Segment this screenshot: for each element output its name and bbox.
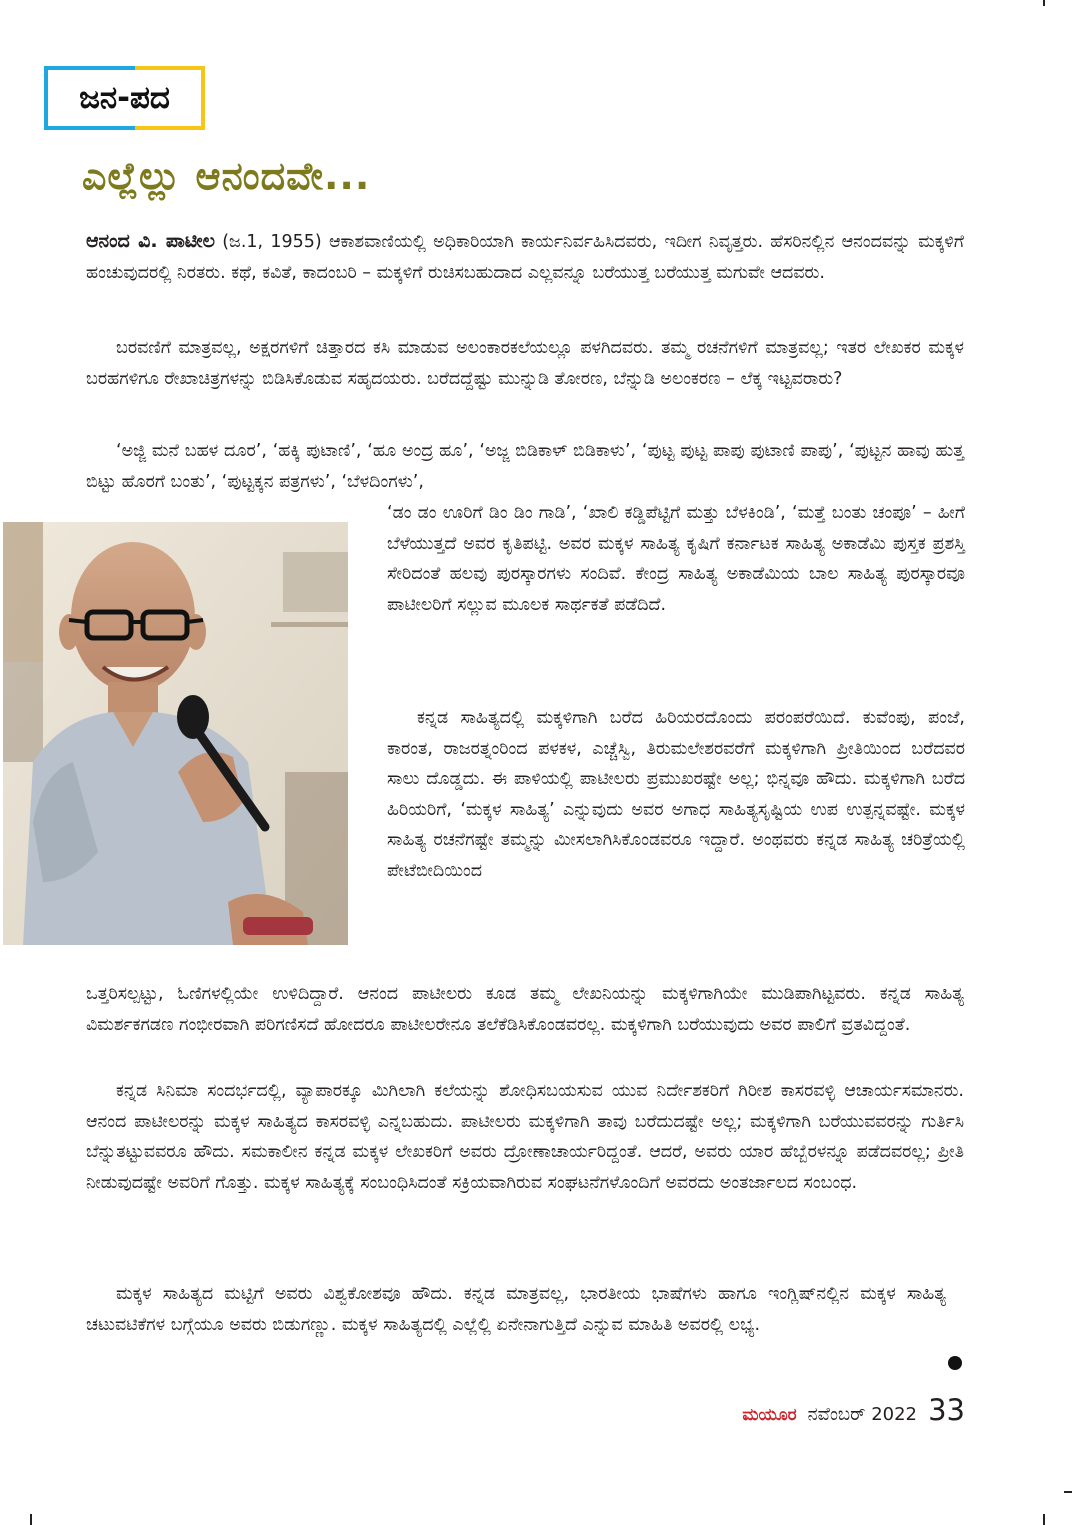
crop-mark-bottom-left [30, 1514, 32, 1525]
magazine-logo: ಮಯೂರ [742, 1405, 797, 1425]
page-number: 33 [928, 1393, 965, 1427]
paragraph-intro-text: (ಜ.1, 1955) ಆಕಾಶವಾಣಿಯಲ್ಲಿ ಅಧಿಕಾರಿಯಾಗಿ ಕಾರ್ಯನಿರ್ವಹಿಸಿದವರು, ಇದೀಗ ನಿವೃತ್ತರು. ಹೆಸರಿನಲ್ಲಿನ ಆನಂದವನ್ನು ಮಕ್ಕಳಿಗೆ ಹಂಚುವುದರಲ್ಲಿ ನಿರತರು. ಕಥೆ, ಕವಿತೆ, ಕಾದಂಬರಿ – ಮಕ್ಕಳಿಗೆ ರುಚಿಸಬಹುದಾದ ಎಲ್ಲವನ್ನೂ ಬರೆಯುತ್ತ ಬರೆಯುತ್ತ ಮಗುವೇ ಆದವರು. [86, 232, 964, 283]
article-end-mark [948, 1356, 962, 1370]
issue-date: ನವೆಂಬರ್ 2022 [807, 1404, 917, 1425]
author-photo-illustration [3, 522, 348, 945]
author-photo [3, 522, 348, 945]
crop-mark-bottom-right [1043, 1514, 1045, 1525]
paragraph-art: ಬರವಣಿಗೆ ಮಾತ್ರವಲ್ಲ, ಅಕ್ಷರಗಳಿಗೆ ಚಿತ್ತಾರದ ಕಸಿ ಮಾಡುವ ಅಲಂಕಾರಕಲೆಯಲ್ಲೂ ಪಳಗಿದವರು. ತಮ್ಮ ರಚನೆಗಳಿಗೆ ಮಾತ್ರವಲ್ಲ; ಇತರ ಲೇಖಕರ ಮಕ್ಕಳ ಬರಹಗಳಿಗೂ ರೇಖಾಚಿತ್ರಗಳನ್ನು ಬಿಡಿಸಿಕೊಡುವ ಸಹೃದಯರು. ಬರೆದದ್ದೆಷ್ಟು ಮುನ್ನುಡಿ ತೋರಣ, ಬೆನ್ನುಡಿ ಅಲಂಕರಣ – ಲೆಕ್ಕ ಇಟ್ಟವರಾರು? [86, 338, 964, 389]
paragraph-books-top: ‘ಅಜ್ಜಿ ಮನೆ ಬಹಳ ದೂರ’, ‘ಹಕ್ಕಿ ಪುಟಾಣಿ’, ‘ಹೂ ಅಂದ್ರ ಹೂ’, ‘ಅಜ್ಜ ಬಿಡಿಕಾಳ್ ಬಿಡಿಕಾಳು’, ‘ಪುಟ್ಟ ಪುಟ್ಟ ಪಾಪು ಪುಟಾಣಿ ಪಾಪು’, ‘ಪುಟ್ಟನ ಹಾವು ಹುತ್ತ ಬಿಟ್ಟು ಹೊರಗೆ ಬಂತು’, ‘ಪುಟ್ಟಕ್ಕನ ಪತ್ರಗಳು’, ‘ಬೆಳದಿಂಗಳು’, [86, 441, 964, 492]
paragraph-encyclopedia: ಮಕ್ಕಳ ಸಾಹಿತ್ಯದ ಮಟ್ಟಿಗೆ ಅವರು ವಿಶ್ವಕೋಶವೂ ಹೌದು. ಕನ್ನಡ ಮಾತ್ರವಲ್ಲ, ಭಾರತೀಯ ಭಾಷೆಗಳು ಹಾಗೂ ಇಂಗ್ಲಿಷ್‌ನಲ್ಲಿನ ಮಕ್ಕಳ ಸಾಹಿತ್ಯ ಚಟುವಟಿಕೆಗಳ ಬಗ್ಗೆಯೂ ಅವರು ಬಿಡುಗಣ್ಣು. ಮಕ್ಕಳ ಸಾಹಿತ್ಯದಲ್ಲಿ ಎಲ್ಲೆಲ್ಲಿ ಏನೇನಾಗುತ್ತಿದೆ ಎನ್ನುವ ಮಾಹಿತಿ ಅವರಲ್ಲಿ ಲಭ್ಯ. [86, 1284, 946, 1335]
crop-mark-top-right [1043, 0, 1045, 6]
section-tag [44, 66, 205, 130]
section-tag-label: ಜನ-ಪದ [79, 80, 170, 116]
crop-mark-right-edge [1064, 1491, 1072, 1493]
author-name: ಆನಂದ ವಿ. ಪಾಟೀಲ [86, 230, 215, 252]
paragraph-books-column: ‘ಡಂ ಡಂ ಊರಿಗೆ ಡಿಂ ಡಿಂ ಗಾಡಿ’, ‘ಖಾಲಿ ಕಡ್ಡಿಪೆಟ್ಟಿಗೆ ಮತ್ತು ಬೆಳಕಿಂಡಿ’, ‘ಮತ್ತೆ ಬಂತು ಚಂಪೂ’ – ಹೀಗೆ ಬೆಳೆಯುತ್ತದೆ ಅವರ ಕೃತಿಪಟ್ಟಿ. ಅವರ ಮಕ್ಕಳ ಸಾಹಿತ್ಯ ಕೃಷಿಗೆ ಕರ್ನಾಟಕ ಸಾಹಿತ್ಯ ಅಕಾಡೆಮಿ ಪುಸ್ತಕ ಪ್ರಶಸ್ತಿ ಸೇರಿದಂತೆ ಹಲವು ಪುರಸ್ಕಾರಗಳು ಸಂದಿವೆ. ಕೇಂದ್ರ ಸಾಹಿತ್ಯ ಅಕಾಡೆಮಿಯ ಬಾಲ ಸಾಹಿತ್ಯ ಪುರಸ್ಕಾರವೂ ಪಾಟೀಲರಿಗೆ ಸಲ್ಲುವ ಮೂಲಕ ಸಾರ್ಥಕತೆ ಪಡೆದಿದೆ. [387, 503, 965, 615]
paragraph-tradition-full: ಒತ್ತರಿಸಲ್ಪಟ್ಟು, ಓಣಿಗಳಲ್ಲಿಯೇ ಉಳಿದಿದ್ದಾರೆ. ಆನಂದ ಪಾಟೀಲರು ಕೂಡ ತಮ್ಮ ಲೇಖನಿಯನ್ನು ಮಕ್ಕಳಿಗಾಗಿಯೇ ಮುಡಿಪಾಗಿಟ್ಟವರು. ಕನ್ನಡ ಸಾಹಿತ್ಯ ವಿಮರ್ಶಕಗಡಣ ಗಂಭೀರವಾಗಿ ಪರಿಗಣಿಸದೆ ಹೋದರೂ ಪಾಟೀಲರೇನೂ ತಲೆಕೆಡಿಸಿಕೊಂಡವರಲ್ಲ. ಮಕ್ಕಳಿಗಾಗಿ ಬರೆಯುವುದು ಅವರ ಪಾಲಿಗೆ ವ್ರತವಿದ್ದಂತೆ. [86, 984, 964, 1035]
page-footer [720, 1393, 965, 1429]
article-headline: ಎಲ್ಲೆಲ್ಲು ಆನಂದವೇ... [82, 154, 371, 198]
paragraph-intro [86, 226, 964, 288]
paragraph-kasaravalli: ಕನ್ನಡ ಸಿನಿಮಾ ಸಂದರ್ಭದಲ್ಲಿ, ವ್ಯಾಪಾರಕ್ಕೂ ಮಿಗಿಲಾಗಿ ಕಲೆಯನ್ನು ಶೋಧಿಸಬಯಸುವ ಯುವ ನಿರ್ದೇಶಕರಿಗೆ ಗಿರೀಶ ಕಾಸರವಳ್ಳಿ ಆಚಾರ್ಯಸಮಾನರು. ಆನಂದ ಪಾಟೀಲರನ್ನು ಮಕ್ಕಳ ಸಾಹಿತ್ಯದ ಕಾಸರವಳ್ಳಿ ಎನ್ನಬಹುದು. ಪಾಟೀಲರು ಮಕ್ಕಳಿಗಾಗಿ ತಾವು ಬರೆದುದಷ್ಟೇ ಅಲ್ಲ; ಮಕ್ಕಳಿಗಾಗಿ ಬರೆಯುವವರನ್ನು ಗುರ್ತಿಸಿ ಬೆನ್ನುತಟ್ಟುವವರೂ ಹೌದು. ಸಮಕಾಲೀನ ಕನ್ನಡ ಮಕ್ಕಳ ಲೇಖಕರಿಗೆ ಅವರು ದ್ರೋಣಾಚಾರ್ಯರಿದ್ದಂತೆ. ಆದರೆ, ಅವರು ಯಾರ ಹೆಬ್ಬೆರಳನ್ನೂ ಪಡೆದವರಲ್ಲ; ಪ್ರೀತಿ ನೀಡುವುದಷ್ಟೇ ಅವರಿಗೆ ಗೊತ್ತು. ಮಕ್ಕಳ ಸಾಹಿತ್ಯಕ್ಕೆ ಸಂಬಂಧಿಸಿದಂತೆ ಸಕ್ರಿಯವಾಗಿರುವ ಸಂಘಟನೆಗಳೊಂದಿಗೆ ಅವರದು ಅಂತರ್ಜಾಲದ ಸಂಬಂಧ. [86, 1081, 964, 1193]
paragraph-tradition-column: ಕನ್ನಡ ಸಾಹಿತ್ಯದಲ್ಲಿ ಮಕ್ಕಳಿಗಾಗಿ ಬರೆದ ಹಿರಿಯರದೊಂದು ಪರಂಪರೆಯಿದೆ. ಕುವೆಂಪು, ಪಂಜೆ, ಕಾರಂತ, ರಾಜರತ್ನಂರಿಂದ ಪಳಕಳ, ಎಚ್ಚೆಸ್ವಿ, ತಿರುಮಲೇಶರವರೆಗೆ ಮಕ್ಕಳಿಗಾಗಿ ಪ್ರೀತಿಯಿಂದ ಬರೆದವರ ಸಾಲು ದೊಡ್ಡದು. ಈ ಪಾಳಿಯಲ್ಲಿ ಪಾಟೀಲರು ಪ್ರಮುಖರಷ್ಟೇ ಅಲ್ಲ; ಭಿನ್ನವೂ ಹೌದು. ಮಕ್ಕಳಿಗಾಗಿ ಬರೆದ ಹಿರಿಯರಿಗೆ, ‘ಮಕ್ಕಳ ಸಾಹಿತ್ಯ’ ಎನ್ನುವುದು ಅವರ ಅಗಾಧ ಸಾಹಿತ್ಯಸೃಷ್ಟಿಯ ಉಪ ಉತ್ಪನ್ನವಷ್ಟೇ. ಮಕ್ಕಳ ಸಾಹಿತ್ಯ ರಚನೆಗಷ್ಟೇ ತಮ್ಮನ್ನು ಮೀಸಲಾಗಿಸಿಕೊಂಡವರೂ ಇದ್ದಾರೆ. ಅಂಥವರು ಕನ್ನಡ ಸಾಹಿತ್ಯ ಚರಿತ್ರೆಯಲ್ಲಿ ಪೇಟೆಬೀದಿಯಿಂದ [387, 708, 965, 881]
